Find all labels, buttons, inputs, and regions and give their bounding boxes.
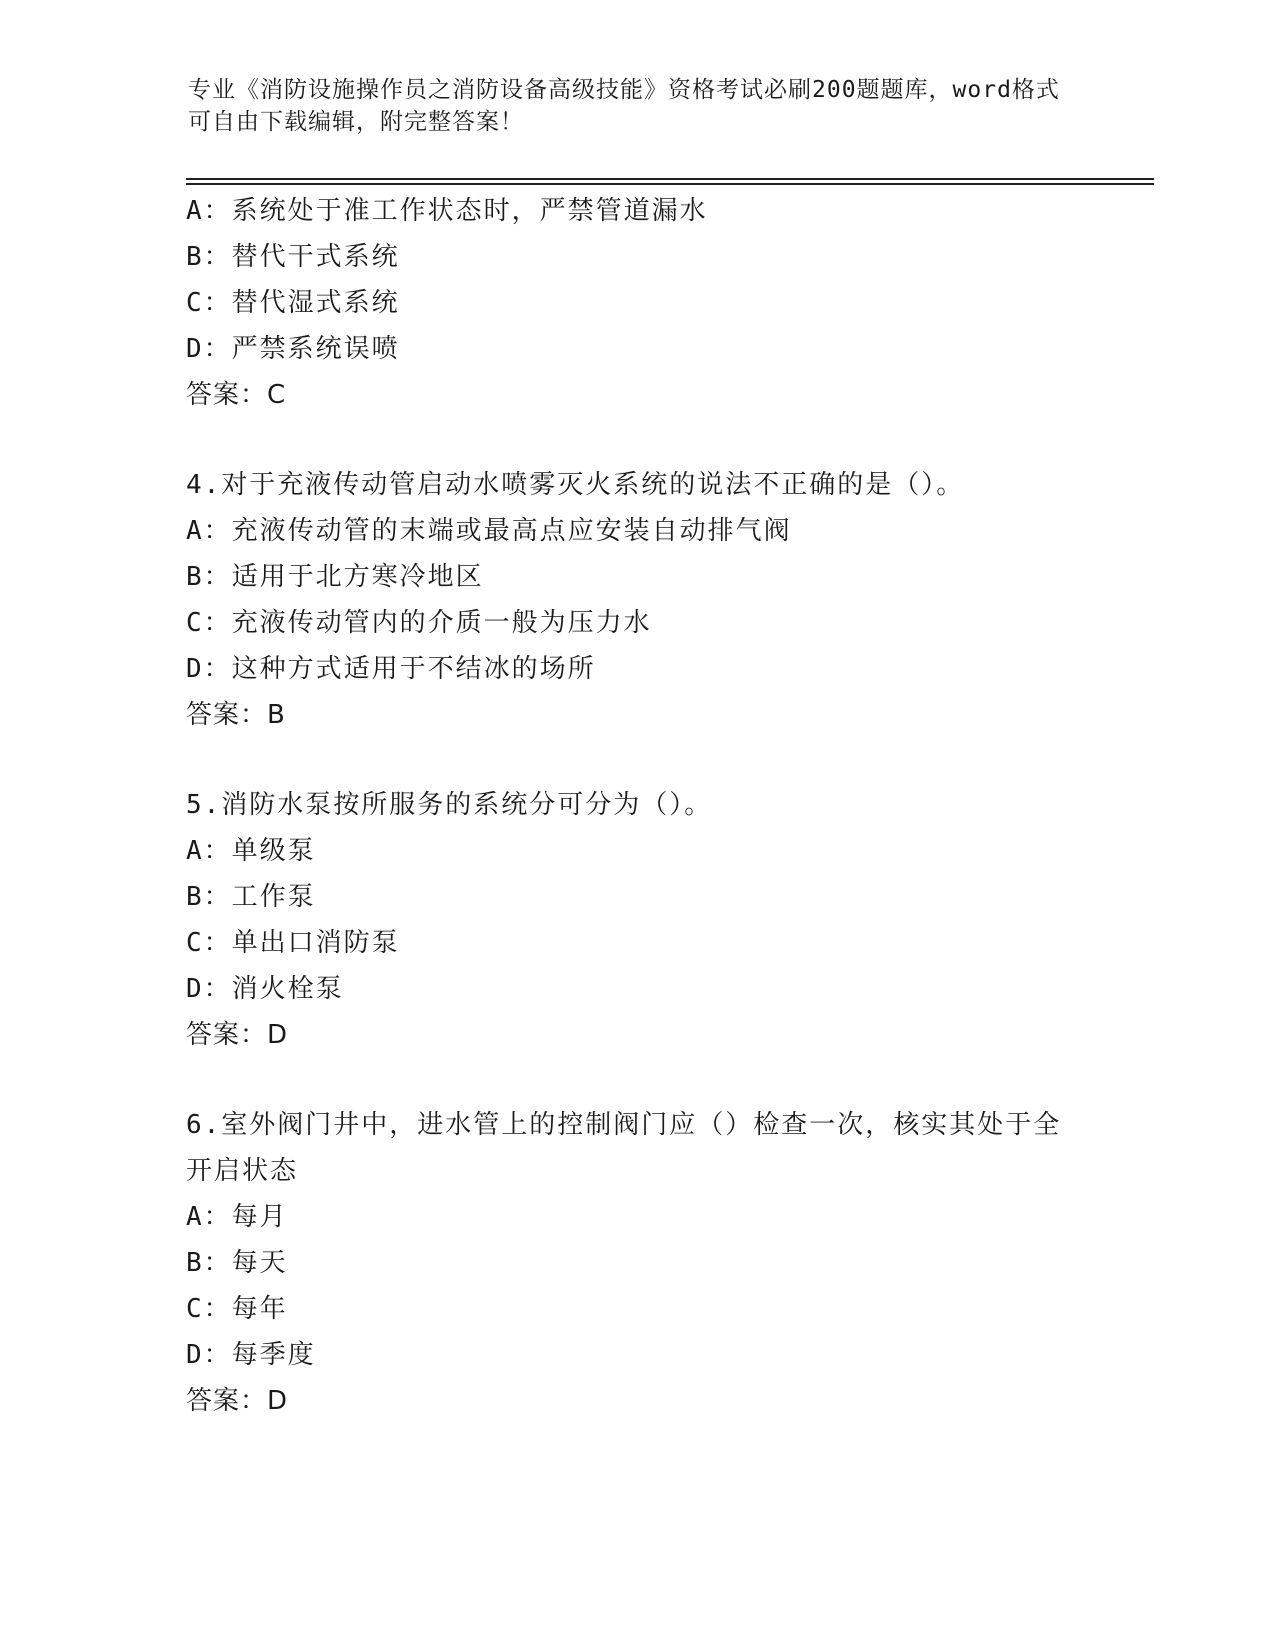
question-5 xyxy=(186,782,1086,1058)
option-a: A：系统处于准工作状态时，严禁管道漏水 xyxy=(186,196,708,226)
answer: 答案：C xyxy=(186,380,287,410)
option-c: C：每年 xyxy=(186,1294,288,1324)
question-list xyxy=(186,188,1086,1424)
answer: 答案：B xyxy=(186,700,286,730)
question-text: 5.消防水泵按所服务的系统分可分为（）。 xyxy=(186,790,713,820)
option-d: D：消火栓泵 xyxy=(186,974,344,1004)
header-divider-top xyxy=(186,178,1154,180)
option-c: C：单出口消防泵 xyxy=(186,928,400,958)
option-a: A：充液传动管的末端或最高点应安装自动排气阀 xyxy=(186,516,792,546)
option-a: A：每月 xyxy=(186,1202,288,1232)
option-b: B：替代干式系统 xyxy=(186,242,400,272)
option-c: C：替代湿式系统 xyxy=(186,288,400,318)
question-6 xyxy=(186,1102,1086,1424)
option-a: A：单级泵 xyxy=(186,836,316,866)
option-c: C：充液传动管内的介质一般为压力水 xyxy=(186,608,652,638)
question-3 xyxy=(186,188,1086,418)
question-text: 6.室外阀门井中，进水管上的控制阀门应（）检查一次，核实其处于全开启状态 xyxy=(186,1110,1062,1186)
option-d: D：每季度 xyxy=(186,1340,316,1370)
question-text: 4.对于充液传动管启动水喷雾灭火系统的说法不正确的是（）。 xyxy=(186,470,965,500)
option-b: B：每天 xyxy=(186,1248,288,1278)
answer: 答案：D xyxy=(186,1386,289,1416)
header-divider-bottom xyxy=(186,183,1154,185)
question-4 xyxy=(186,462,1086,738)
answer: 答案：D xyxy=(186,1020,289,1050)
option-b: B：适用于北方寒冷地区 xyxy=(186,562,484,592)
option-d: D：严禁系统误喷 xyxy=(186,334,400,364)
option-d: D：这种方式适用于不结冰的场所 xyxy=(186,654,596,684)
document-intro: 专业《消防设施操作员之消防设备高级技能》资格考试必刷200题题库，word格式可自由下载编辑，附完整答案！ xyxy=(188,77,1060,135)
option-b: B：工作泵 xyxy=(186,882,316,912)
